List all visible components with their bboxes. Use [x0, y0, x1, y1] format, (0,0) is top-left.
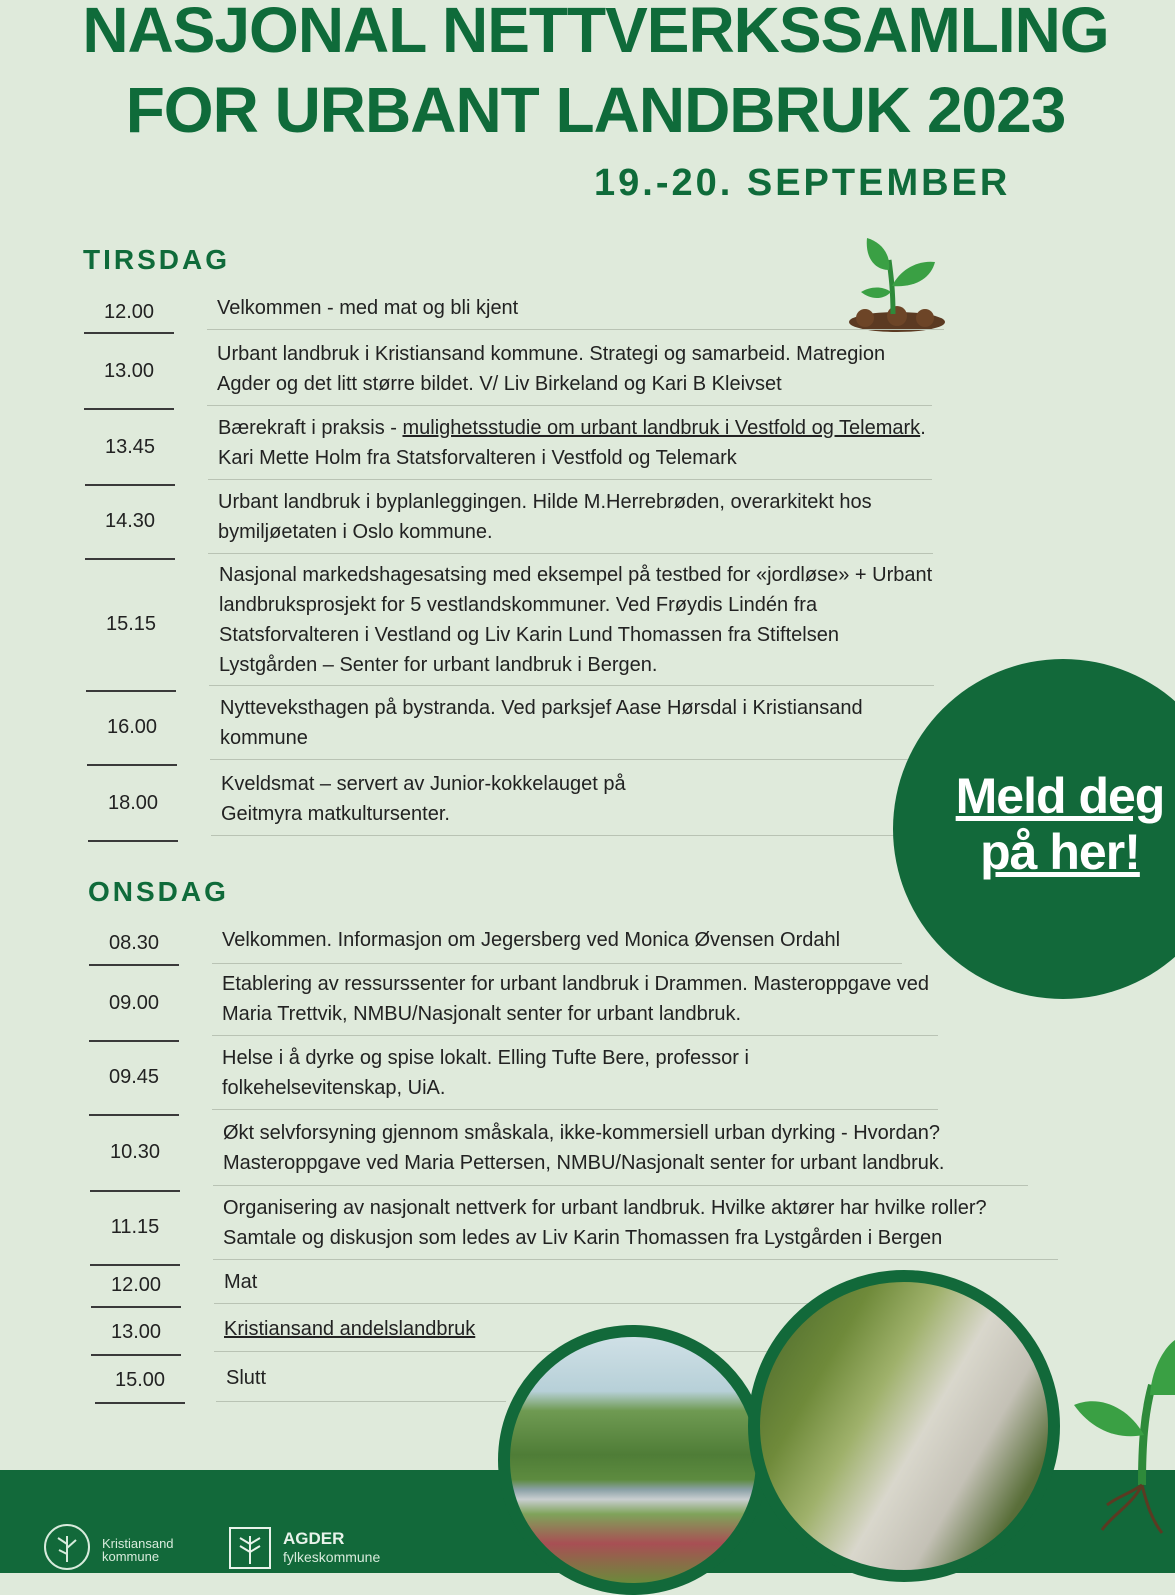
schedule-item: Urbant landbruk i Kristiansand kommune. Strategi og samarbeid. Matregion Agder og det litt større bildet. V/ Liv Birkeland og Kari B Kleivset — [207, 336, 932, 406]
andelslandbruk-link[interactable]: Kristiansand andelslandbruk — [224, 1317, 476, 1340]
schedule-item: Velkommen - med mat og bli kjent — [207, 290, 944, 330]
time-slot: 10.30 — [90, 1114, 180, 1192]
time-slot: 13.45 — [85, 410, 175, 486]
sprout-roots-icon — [1072, 1335, 1175, 1535]
day-heading-wednesday: ONSDAG — [88, 876, 229, 907]
time-slot: 09.00 — [89, 966, 179, 1042]
time-slot: 13.00 — [84, 334, 174, 410]
feasibility-study-link[interactable]: mulighetsstudie om urbant landbruk i Vestfold og Telemark — [402, 416, 921, 439]
day-heading-tuesday: TIRSDAG — [83, 244, 230, 275]
agder-logo-title: AGDER — [283, 1529, 345, 1548]
kristiansand-logo-icon — [42, 1522, 92, 1572]
signup-link[interactable]: Meld deg på her! — [955, 768, 1165, 880]
page-title-line2: FOR URBANT LANDBRUK 2023 — [125, 74, 1066, 146]
time-slot: 16.00 — [87, 690, 177, 766]
time-slot: 09.45 — [89, 1040, 179, 1116]
time-slot: 18.00 — [88, 766, 178, 842]
time-slot: 12.00 — [84, 292, 174, 334]
time-slot: 15.00 — [95, 1358, 185, 1404]
schedule-item: Økt selvforsyning gjennom småskala, ikke-kommersiell urban dyrking - Hvordan? Masteroppgave ved Maria Pettersen, NMBU/Nasjonalt senter for urbant landbruk. — [213, 1114, 1028, 1186]
schedule-item: Etablering av ressurssenter for urbant landbruk i Drammen. Masteroppgave ved Maria Trettvik, NMBU/Nasjonalt senter for urbant landbruk. — [212, 966, 938, 1036]
time-slot: 13.00 — [91, 1310, 181, 1356]
greenhouse-photo — [748, 1270, 1060, 1582]
time-slot: 15.15 — [86, 558, 176, 692]
kristiansand-logo-text: Kristiansand kommune — [102, 1536, 174, 1564]
schedule-item: Nasjonal markedshagesatsing med eksempel på testbed for «jordløse» + Urbant landbruksprosjekt for 5 vestlandskommuner. Ved Frøydis Lindén fra Statsforvalteren i Vestland og Liv Karin Lund Thomassen fra Stiftelsen Lystgården – Senter for urbant landbruk i Bergen. — [209, 558, 934, 686]
schedule-item: Kveldsmat – servert av Junior-kokkelauget på Geitmyra matkultursenter. — [211, 766, 896, 836]
schedule-item: Nytteveksthagen på bystranda. Ved parksjef Aase Hørsdal i Kristiansand kommune — [210, 690, 910, 760]
time-slot: 11.15 — [90, 1190, 180, 1266]
schedule-item: Urbant landbruk i byplanleggingen. Hilde M.Herrebrøden, overarkitekt hos bymiljøetaten i Oslo kommune. — [208, 484, 933, 554]
time-slot: 12.00 — [91, 1264, 181, 1308]
schedule-item: Bærekraft i praksis - mulighetsstudie om urbant landbruk i Vestfold og Telemark. Kari Mette Holm fra Statsforvalteren i Vestfold og Telemark — [208, 410, 932, 480]
schedule-item: Helse i å dyrke og spise lokalt. Elling Tufte Bere, professor i folkehelsevitenskap, UiA. — [212, 1040, 938, 1110]
event-date: 19.-20. SEPTEMBER — [594, 162, 1011, 204]
agder-logo-subtitle: fylkeskommune — [283, 1549, 381, 1565]
agder-logo-icon — [228, 1526, 272, 1570]
schedule-item: Mat — [214, 1264, 814, 1304]
time-slot: 08.30 — [89, 922, 179, 966]
time-slot: 14.30 — [85, 484, 175, 560]
schedule-item: Organisering av nasjonalt nettverk for urbant landbruk. Hvilke aktører har hvilke roller? Samtale og diskusjon som ledes av Liv Karin Thomassen fra Lystgården i Bergen — [213, 1190, 1058, 1260]
schedule-item: Velkommen. Informasjon om Jegersberg ved Monica Øvensen Ordahl — [212, 920, 902, 964]
park-photo — [498, 1325, 768, 1595]
schedule-item: Slutt — [216, 1358, 506, 1402]
page-title-line1: NASJONAL NETTVERKSSAMLING — [82, 0, 1109, 66]
